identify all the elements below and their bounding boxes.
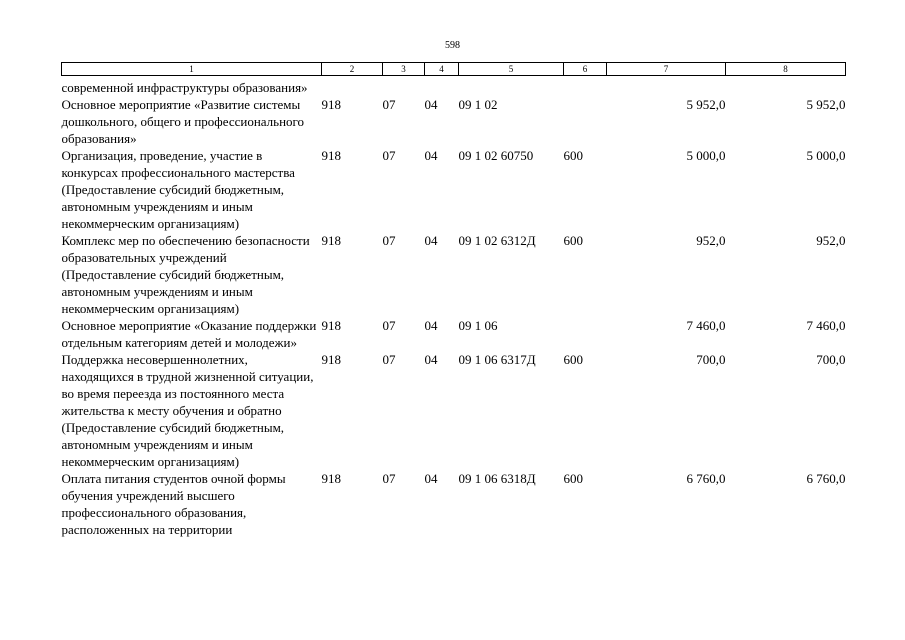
cell-amount-1: 7 460,0	[686, 318, 726, 333]
row-name: Поддержка несовершеннолетних, находящихся в трудной жизненной ситуации, во время переезда из постоянного места жительства к месту обучения и обратно (Предоставление субсидий бюджетным, автономным учреждениям и иным некоммерческим организациям)	[61, 352, 314, 469]
budget-table	[61, 62, 846, 538]
cell-expense-type: 600	[563, 471, 583, 486]
cell-expense-type	[564, 317, 607, 351]
cell-subsection: 04	[424, 318, 438, 333]
cell-amount-1: 5 952,0	[686, 97, 726, 112]
cell-expense-type: 600	[563, 233, 583, 248]
cell-amount-2: 5 952,0	[806, 97, 846, 112]
table-row	[62, 317, 846, 351]
row-name: Основное мероприятие «Развитие системы дошкольного, общего и профессионального образования»	[61, 97, 305, 146]
cell-amount-1: 6 760,0	[686, 471, 726, 486]
cell-section: 07	[382, 233, 396, 248]
cell-target-article: 09 1 02	[458, 97, 498, 112]
cell-amount-2: 7 460,0	[806, 318, 846, 333]
cell-target-article: 09 1 02 60750	[458, 148, 534, 163]
cell-target-article: 09 1 06 6318Д	[458, 471, 536, 486]
cell-admin-code: 918	[321, 471, 341, 486]
cell-expense-type: 600	[563, 352, 583, 367]
cell-admin-code	[322, 76, 383, 97]
cell-amount-2: 5 000,0	[806, 148, 846, 163]
row-name: Основное мероприятие «Оказание поддержки отдельным категориям детей и молодежи»	[61, 318, 317, 350]
cell-section: 07	[382, 352, 396, 367]
cell-amount-1: 700,0	[696, 352, 726, 367]
row-name: Комплекс мер по обеспечению безопасности образовательных учреждений (Предоставление субсидий бюджетным, автономным учреждениям и иным некоммерческим организациям)	[61, 233, 310, 316]
column-header: 7	[607, 63, 726, 76]
cell-subsection: 04	[424, 97, 438, 112]
cell-amount-1	[607, 76, 726, 97]
cell-subsection: 04	[424, 471, 438, 486]
table-header	[62, 63, 846, 76]
cell-section	[383, 76, 425, 97]
cell-admin-code: 918	[321, 233, 341, 248]
cell-expense-type	[564, 96, 607, 147]
cell-amount-1: 5 000,0	[686, 148, 726, 163]
table-row	[62, 470, 846, 538]
page-number: 598	[445, 40, 460, 51]
cell-section: 07	[382, 148, 396, 163]
cell-amount-2: 700,0	[816, 352, 846, 367]
cell-subsection: 04	[424, 233, 438, 248]
cell-target-article: 09 1 02 6312Д	[458, 233, 536, 248]
cell-target-article: 09 1 06 6317Д	[458, 352, 536, 367]
cell-expense-type	[564, 76, 607, 97]
cell-admin-code: 918	[321, 352, 341, 367]
column-header: 4	[425, 63, 459, 76]
cell-section: 07	[382, 97, 396, 112]
table-row	[62, 147, 846, 232]
cell-amount-2: 6 760,0	[806, 471, 846, 486]
cell-admin-code: 918	[321, 97, 341, 112]
row-name: Оплата питания студентов очной формы обучения учреждений высшего профессионального образования, расположенных на территории	[61, 471, 286, 537]
cell-section: 07	[382, 471, 396, 486]
cell-amount-1: 952,0	[696, 233, 726, 248]
column-header: 8	[726, 63, 846, 76]
cell-admin-code: 918	[321, 148, 341, 163]
cell-target-article: 09 1 06	[458, 318, 498, 333]
row-name: современной инфраструктуры образования»	[61, 80, 308, 95]
cell-subsection: 04	[424, 352, 438, 367]
cell-subsection: 04	[424, 148, 438, 163]
column-header: 1	[62, 63, 322, 76]
cell-subsection	[425, 76, 459, 97]
column-header: 3	[383, 63, 425, 76]
table-row	[62, 76, 846, 97]
cell-amount-2	[726, 76, 846, 97]
column-header: 6	[564, 63, 607, 76]
table-row	[62, 351, 846, 470]
row-name: Организация, проведение, участие в конкурсах профессионального мастерства (Предоставление субсидий бюджетным, автономным учреждениям и иным некоммерческим организациям)	[61, 148, 295, 231]
cell-admin-code: 918	[321, 318, 341, 333]
column-header: 2	[322, 63, 383, 76]
cell-section: 07	[382, 318, 396, 333]
table-row	[62, 96, 846, 147]
cell-expense-type: 600	[563, 148, 583, 163]
cell-target-article	[459, 76, 564, 97]
table-row	[62, 232, 846, 317]
cell-amount-2: 952,0	[816, 233, 846, 248]
column-header: 5	[459, 63, 564, 76]
